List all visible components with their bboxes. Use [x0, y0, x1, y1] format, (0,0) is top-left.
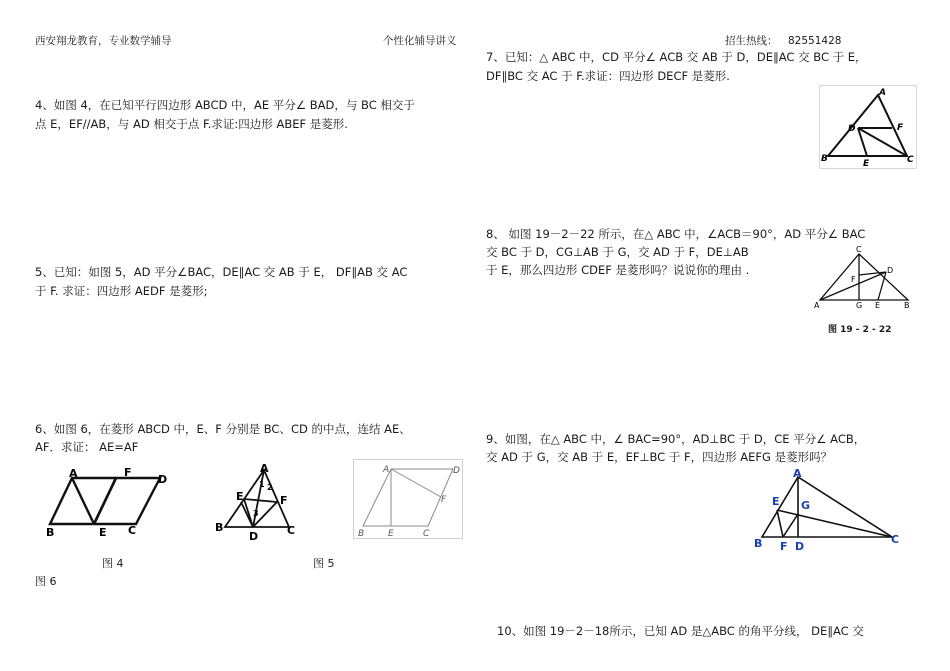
problem-10-line1: 10、如图 19－2－18所示，已知 AD 是△ABC 的角平分线， DE∥AC 交: [497, 624, 864, 638]
problem-8-line1: 8、 如图 19－2－22 所示，在△ ABC 中，∠ACB＝90°，AD 平分∠ BAC: [486, 227, 866, 241]
problem-7-line2: DF∥BC 交 AC 于 F.求证：四边形 DECF 是菱形.: [486, 69, 730, 83]
fig4-label-B: B: [46, 526, 55, 539]
fig6-label-E: E: [388, 529, 394, 539]
fig9-label-G: G: [801, 499, 811, 512]
problem-4-line2: 点 E，EF//AB，与 AD 相交于点 F.求证:四边形 ABEF 是菱形.: [35, 117, 348, 131]
fig8-label-F: F: [851, 275, 856, 284]
fig8-label-D: D: [887, 266, 894, 275]
header-left: 西安翔龙教育，专业数学辅导: [35, 35, 172, 47]
fig6-label-B: B: [358, 529, 365, 539]
fig9-label-D: D: [795, 540, 805, 553]
fig4-label-D: D: [158, 473, 168, 486]
fig8-label-E: E: [875, 301, 881, 310]
fig5-label-B: B: [215, 521, 224, 534]
fig5-angle-3: 3: [253, 509, 259, 518]
problem-4-line1: 4、如图 4，在已知平行四边形 ABCD 中，AE 平分∠ BAD，与 BC 相交于: [35, 98, 415, 112]
fig9-label-A: A: [793, 467, 802, 480]
problem-8-line3: 于 E，那么四边形 CDEF 是菱形吗？说说你的理由 .: [486, 263, 750, 277]
fig9-label-F: F: [780, 540, 788, 553]
fig5-label-E: E: [236, 490, 244, 503]
fig8-label-G: G: [856, 301, 863, 310]
problem-6-line2: AF．求证： AE=AF: [35, 440, 139, 454]
fig5-label-D: D: [249, 530, 259, 543]
fig6-label-F: F: [441, 495, 447, 505]
figure-6: [353, 459, 463, 539]
problem-5-line2: 于 F. 求证：四边形 AEDF 是菱形;: [35, 284, 208, 298]
fig7-label-C: C: [907, 155, 914, 165]
fig8-label-C: C: [856, 245, 862, 254]
figure-9: [752, 465, 904, 555]
fig5-label-A: A: [260, 462, 269, 475]
header-center: 个性化辅导讲义: [383, 35, 457, 47]
caption-figure-8: 图 19 - 2 - 22: [828, 325, 892, 335]
problem-9-line1: 9、如图，在△ ABC 中，∠ BAC=90°，AD⊥BC 于 D，CE 平分∠ ACB，: [486, 432, 866, 446]
figure-8: [812, 242, 912, 310]
problem-9-line2: 交 AD 于 G，交 AB 于 E，EF⊥BC 于 F，四边形 AEFG 是菱形吗？: [486, 450, 833, 464]
caption-figure-5: 图 5: [313, 557, 335, 570]
problem-8-line2: 交 BC 于 D，CG⊥AB 于 G，交 AD 于 F，DE⊥AB: [486, 245, 749, 259]
fig7-label-B: B: [821, 154, 828, 164]
figure-7: [819, 85, 917, 169]
fig9-label-E: E: [772, 495, 780, 508]
figure-5: [211, 461, 295, 541]
caption-figure-6: 图 6: [35, 575, 57, 588]
fig6-label-C: C: [423, 529, 430, 539]
fig8-label-B: B: [904, 301, 910, 310]
hotline-number: 82551428: [788, 35, 842, 47]
fig6-label-D: D: [453, 466, 460, 476]
fig5-label-F: F: [280, 494, 288, 507]
fig7-label-E: E: [863, 159, 870, 169]
fig4-label-A: A: [69, 467, 78, 480]
fig7-label-A: A: [879, 88, 886, 98]
fig5-angle-2: 2: [267, 483, 273, 492]
fig4-label-C: C: [128, 524, 137, 537]
problem-7-line1: 7、已知：△ ABC 中，CD 平分∠ ACB 交 AB 于 D，DE∥AC 交 BC 于 E，: [486, 50, 867, 64]
caption-figure-4: 图 4: [102, 557, 124, 570]
fig8-label-A: A: [814, 301, 820, 310]
fig5-angle-1: 1: [259, 480, 265, 489]
fig5-label-C: C: [287, 524, 296, 537]
figure-4: [44, 466, 166, 538]
fig7-label-F: F: [897, 123, 904, 133]
fig4-label-E: E: [99, 526, 107, 539]
problem-5-line1: 5、已知：如图 5，AD 平分∠BAC，DE∥AC 交 AB 于 E， DF∥AB 交 AC: [35, 265, 408, 279]
fig9-label-C: C: [891, 533, 900, 546]
fig7-label-D: D: [848, 124, 856, 134]
hotline-label: 招生热线：: [725, 35, 778, 47]
problem-6-line1: 6、如图 6，在菱形 ABCD 中，E、F 分别是 BC、CD 的中点，连结 AE、: [35, 422, 411, 436]
fig9-label-B: B: [754, 537, 763, 550]
fig6-label-A: A: [383, 465, 390, 475]
fig4-label-F: F: [124, 466, 132, 479]
